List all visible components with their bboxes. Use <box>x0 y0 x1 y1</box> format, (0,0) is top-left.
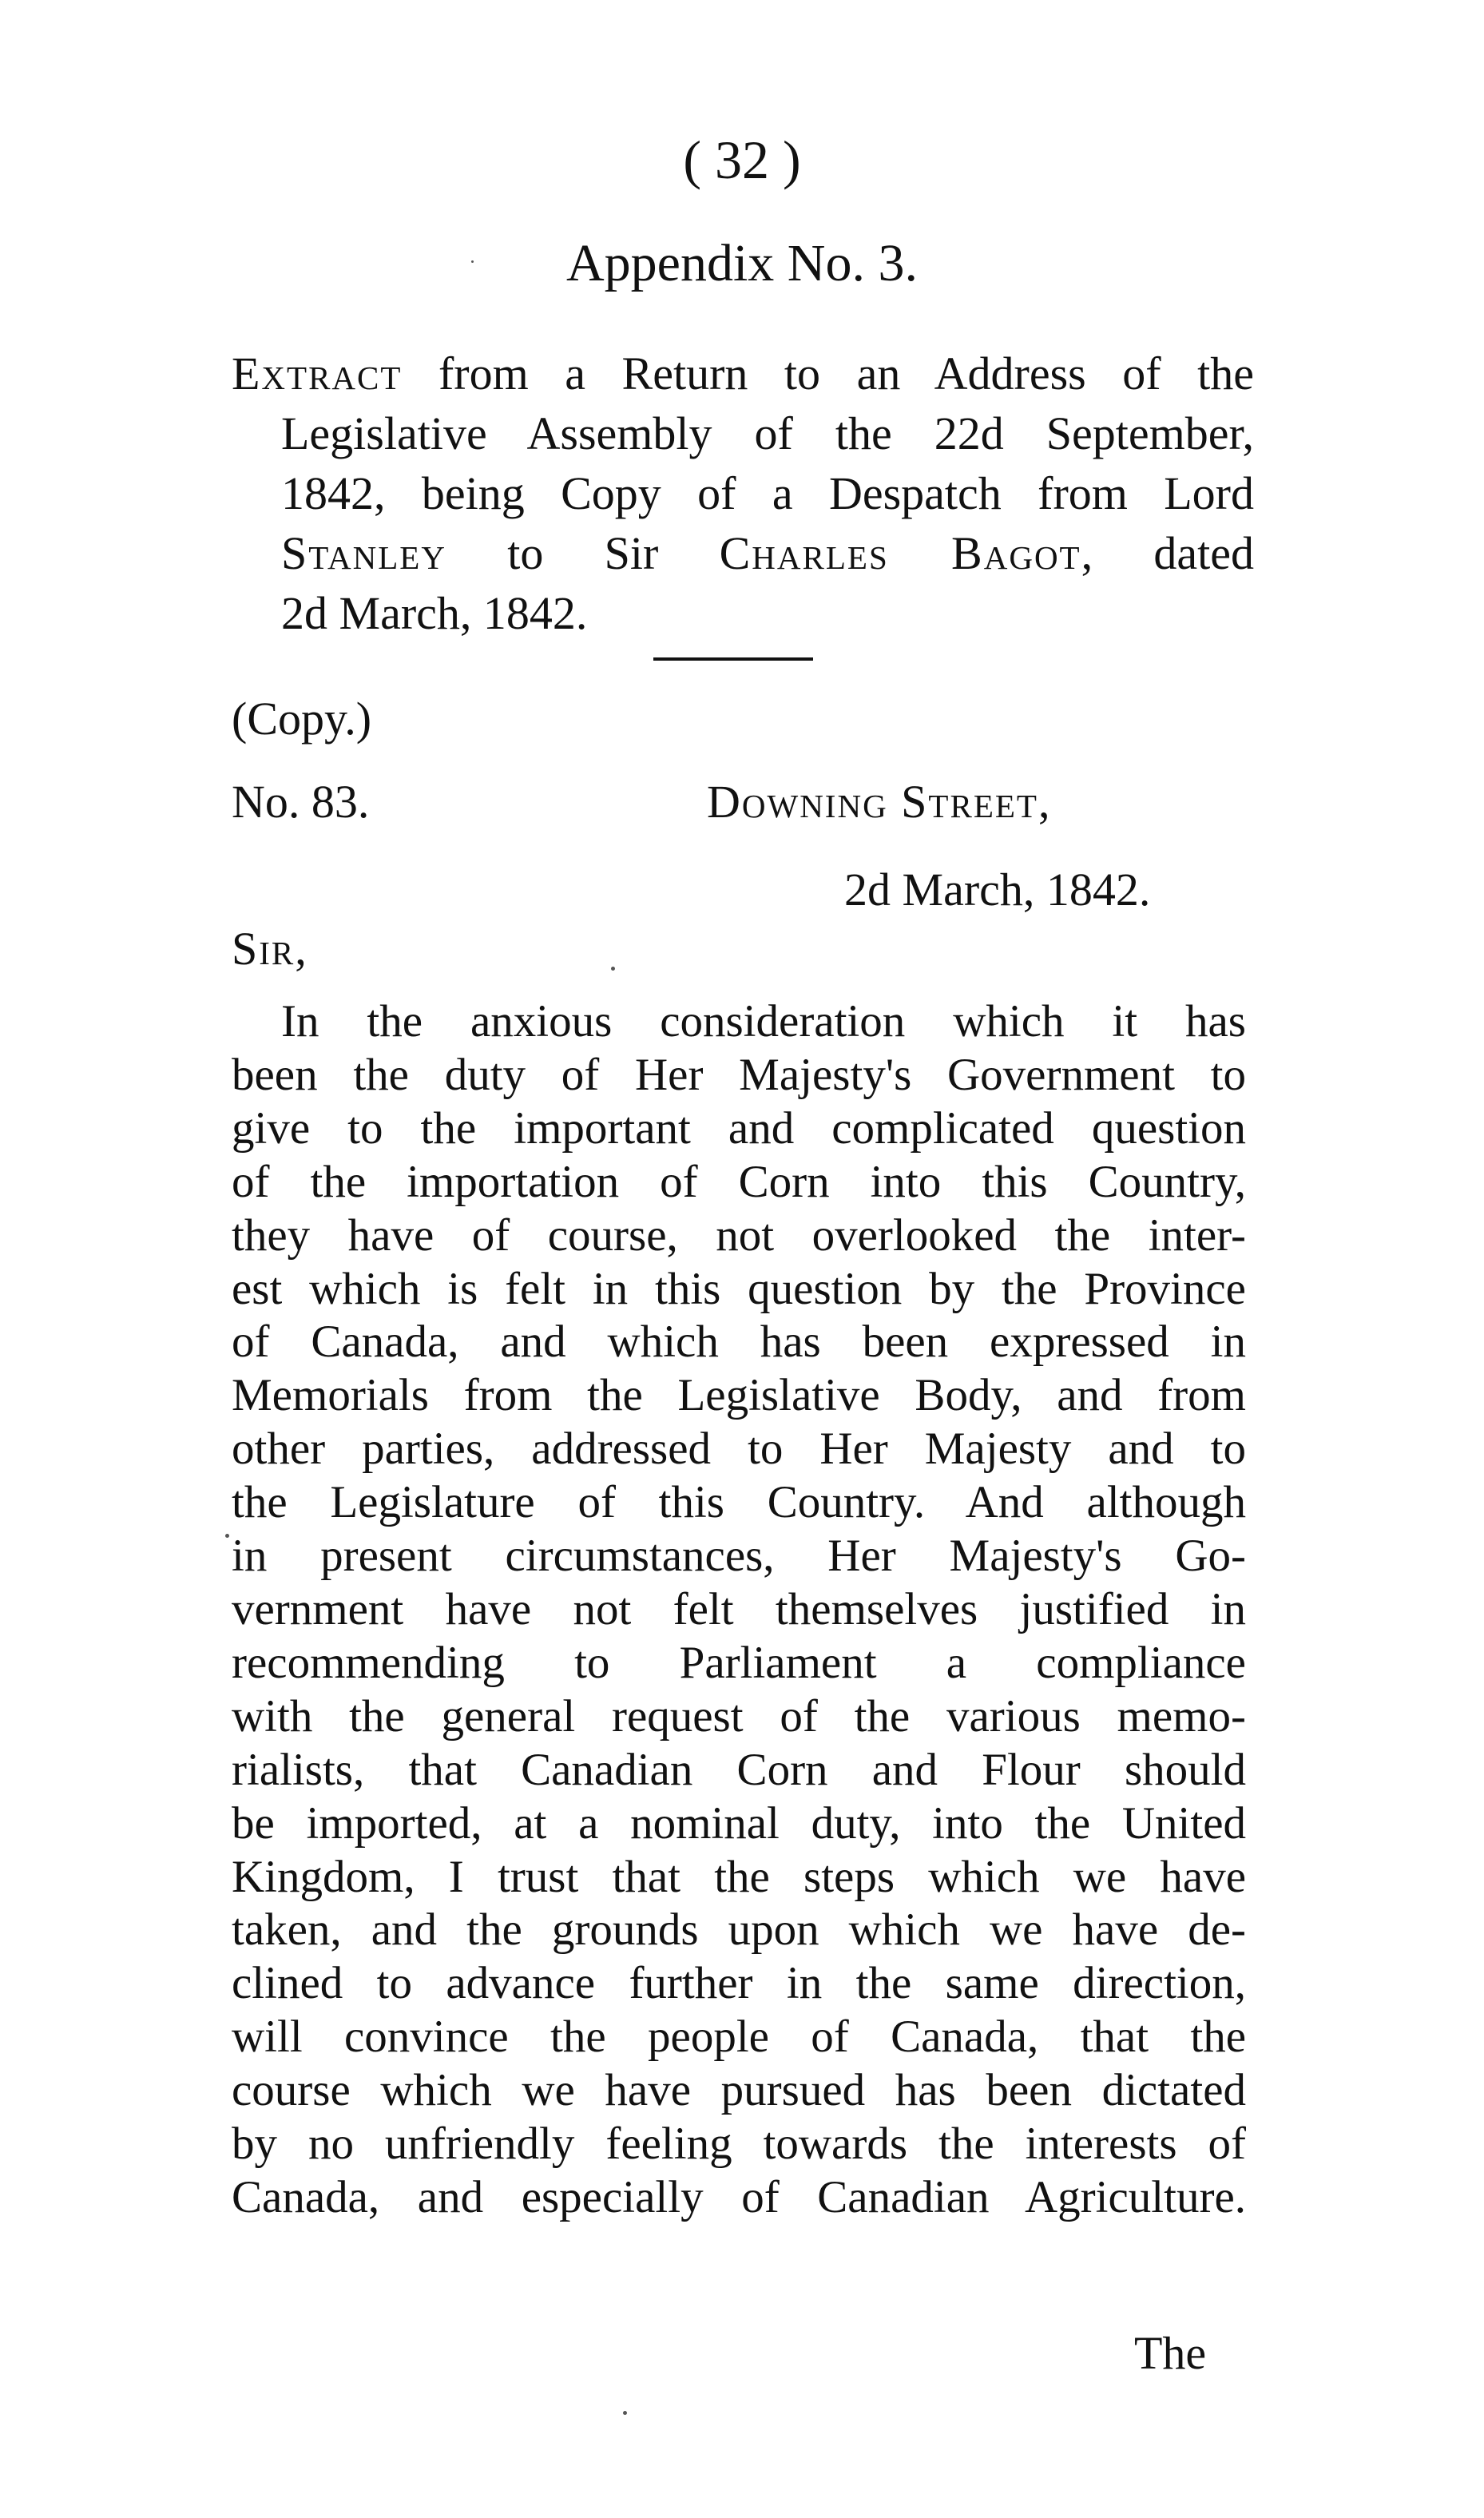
appendix-title: Appendix No. 3. <box>566 234 918 292</box>
extract-line-text: from a Return to an Address of the <box>402 348 1254 399</box>
salutation: Sir, <box>232 923 308 975</box>
body-line: give to the important and complicated question <box>232 1102 1246 1154</box>
body-line: by no unfriendly feeling towards the interests of <box>232 2119 1246 2170</box>
body-line: rialists, that Canadian Corn and Flour should <box>232 1744 1246 1795</box>
extract-line <box>232 523 1254 583</box>
extract-line-text: to Sir <box>446 527 720 579</box>
name-charles-bagot: Charles Bagot <box>719 527 1081 579</box>
body-line: course which we have pursued has been dictated <box>232 2065 1246 2116</box>
body-line: In the anxious consideration which it has <box>281 996 1246 1047</box>
body-line: taken, and the grounds upon which we have de- <box>232 1904 1246 1956</box>
letter-body <box>232 995 1246 2225</box>
body-line: be imported, at a nominal duty, into the United <box>232 1797 1246 1849</box>
body-line: Memorials from the Legislative Body, and from <box>232 1370 1246 1421</box>
body-line: of Canada, and which has been expressed in <box>232 1317 1246 1368</box>
extract-heading <box>232 344 1254 643</box>
body-line: other parties, addressed to Her Majesty and to <box>232 1424 1246 1475</box>
extract-line: 2d March, 1842. <box>281 587 588 639</box>
extract-line: Legislative Assembly of the 22d September, <box>281 407 1254 459</box>
body-line: with the general request of the various memo- <box>232 1690 1246 1742</box>
catchword: The <box>1134 2327 1207 2379</box>
body-line: recommending to Parliament a compliance <box>232 1637 1246 1688</box>
name-stanley: Stanley <box>281 527 446 579</box>
letter-date: 2d March, 1842. <box>844 864 1151 915</box>
body-line: Kingdom, I trust that the steps which we have <box>232 1851 1246 1902</box>
paper-speck <box>611 967 615 971</box>
despatch-number: No. 83. <box>232 776 370 828</box>
paper-speck <box>471 260 474 263</box>
paper-speck <box>623 2411 627 2415</box>
extract-line-text: , dated <box>1081 527 1254 579</box>
copy-label: (Copy.) <box>232 693 372 745</box>
extract-lead-word: Extract <box>232 348 403 399</box>
body-line: vernment have not felt themselves justified in <box>232 1583 1246 1634</box>
letter-place: Downing Street, <box>707 776 1052 828</box>
body-line: est which is felt in this question by the Province <box>232 1263 1246 1314</box>
paper-speck <box>225 1534 229 1538</box>
body-line: the Legislature of this Country. And although <box>232 1477 1246 1528</box>
body-line: will convince the people of Canada, that the <box>232 2012 1246 2063</box>
body-line: been the duty of Her Majesty's Government to <box>232 1049 1246 1100</box>
horizontal-rule <box>653 657 813 661</box>
extract-line <box>232 344 1254 403</box>
body-line: clined to advance further in the same direction, <box>232 1958 1246 2009</box>
body-line: Canada, and especially of Canadian Agriculture. <box>232 2171 1246 2222</box>
body-line: of the importation of Corn into this Country, <box>232 1156 1246 1207</box>
body-line: in present circumstances, Her Majesty's Go- <box>232 1531 1246 1582</box>
body-line: they have of course, not overlooked the inter- <box>232 1209 1246 1261</box>
page-number: ( 32 ) <box>683 129 801 190</box>
extract-line: 1842, being Copy of a Despatch from Lord <box>281 467 1254 519</box>
